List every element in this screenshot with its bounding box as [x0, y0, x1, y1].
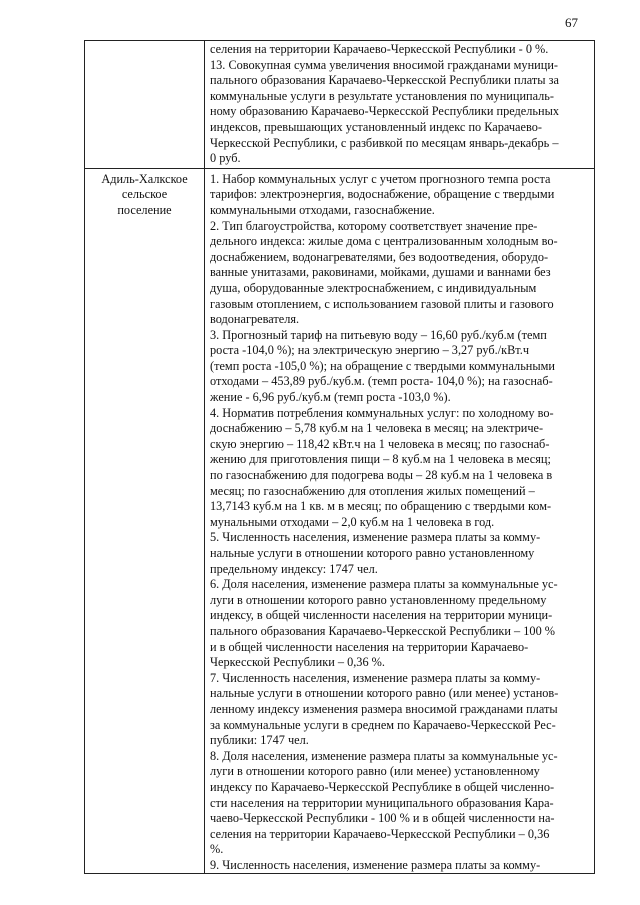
settlement-name-line: Адиль-Халкское	[101, 171, 188, 186]
page-number: 67	[565, 15, 578, 30]
text-line: 1. Набор коммунальных услуг с учетом прогнозного темпа роста	[210, 171, 551, 186]
text-line: 0 руб.	[210, 151, 241, 166]
text-line: дельного индекса: жилые дома с централизованным холодным во-	[210, 234, 558, 249]
text-line: %.	[210, 842, 224, 857]
text-line: ленному индексу изменения размера вносимой гражданами платы	[210, 701, 558, 716]
text-line: чаево-Черкесской Республики - 100 % и в общей численности на-	[210, 811, 555, 826]
text-line: пального образования Карачаево-Черкесской Республики – 100 %	[210, 623, 556, 638]
text-line: пального образования Карачаево-Черкесской Республики платы за	[210, 73, 559, 88]
text-line: 4. Норматив потребления коммунальных услуг: по холодному во-	[210, 405, 554, 420]
text-line: и в общей численности населения на территории Карачаево-	[210, 639, 529, 654]
text-line: 8. Доля населения, изменение размера платы за коммунальные ус-	[210, 748, 558, 763]
text-line: месяц; по газоснабжению для отопления жилых помещений –	[210, 483, 535, 498]
text-line: индексу, в общей численности населения на территории муници-	[210, 608, 553, 623]
text-line: газовым отоплением, с использованием газовой плиты и газового	[210, 296, 554, 311]
text-line: отходами – 453,89 руб./куб.м. (темп роста- 104,0 %); на газоснаб-	[210, 374, 553, 389]
text-line: доснабжением, водонагревателями, без водоотведения, оборудо-	[210, 249, 549, 264]
text-line: 13. Совокупная сумма увеличения вносимой гражданами муници-	[210, 57, 558, 72]
text-line: 7. Численность населения, изменение размера платы за комму-	[210, 670, 541, 685]
text-line: скую энергию – 118,42 кВт.ч на 1 человека в месяц; по газоснаб-	[210, 436, 550, 451]
text-line: 2. Тип благоустройства, которому соответствует значение пре-	[210, 218, 538, 233]
text-line: тарифов: электроэнергия, водоснабжение, обращение с твердыми	[210, 187, 555, 202]
text-line: 3. Прогнозный тариф на питьевую воду – 16,60 руб./куб.м (темп	[210, 327, 547, 342]
text-line: ванные унитазами, раковинами, мойками, душами и ваннами без	[210, 265, 551, 280]
text-line: за коммунальные услуги в среднем по Карачаево-Черкесской Рес-	[210, 717, 556, 732]
document-table	[84, 40, 595, 874]
text-line: индексу по Карачаево-Черкесской Республике в общей численно-	[210, 779, 555, 794]
text-line: 6. Доля населения, изменение размера платы за коммунальные ус-	[210, 577, 558, 592]
settlement-name-cell	[85, 168, 205, 874]
text-line: селения на территории Карачаево-Черкесской Республики - 0 %.	[210, 42, 549, 56]
text-line: жению для приготовления пищи – 8 куб.м на 1 человека в месяц;	[210, 452, 551, 467]
settlement-name-line: поселение	[117, 202, 172, 217]
text-line: 13,7143 куб.м на 1 кв. м в месяц; по обращению с твердыми ком-	[210, 499, 552, 514]
text-line: душа, оборудованные электроснабжением, с индивидуальным	[210, 280, 537, 295]
text-line: селения на территории Карачаево-Черкесской Республики – 0,36	[210, 826, 550, 841]
text-line: нальные услуги в отношении которого равно (или менее) установ-	[210, 686, 559, 701]
text-line: водонагревателя.	[210, 312, 300, 327]
text-line: луги в отношении которого равно установленному предельному	[210, 592, 547, 607]
text-line: доснабжению – 5,78 куб.м на 1 человека в месяц; на электриче-	[210, 421, 544, 436]
text-line: 9. Численность населения, изменение размера платы за комму-	[210, 857, 541, 872]
text-line: мунальными отходами – 2,0 куб.м на 1 человека в год.	[210, 514, 495, 529]
text-line: коммунальными отходами, газоснабжение.	[210, 202, 435, 217]
text-cell-main	[205, 168, 595, 874]
text-line: ному образованию Карачаево-Черкесской Республики предельных	[210, 104, 559, 119]
text-line: (темп роста -105,0 %); на обращение с твердыми коммунальными	[210, 358, 556, 373]
text-line: Черкесской Республики – 0,36 %.	[210, 655, 385, 670]
text-line: публики: 1747 чел.	[210, 733, 309, 748]
name-cell-empty	[85, 41, 205, 169]
text-line: Черкесской Республики, с разбивкой по месяцам январь-декабрь –	[210, 135, 559, 150]
text-line: по газоснабжению для подогрева воды – 28 куб.м на 1 человека в	[210, 468, 553, 483]
table-row-previous	[85, 41, 595, 169]
text-line: 5. Численность населения, изменение размера платы за комму-	[210, 530, 541, 545]
text-line: луги в отношении которого равно (или менее) установленному	[210, 764, 540, 779]
text-line: жение - 6,96 руб./куб.м (темп роста -103,0 %).	[210, 390, 451, 405]
text-line: коммунальные услуги в результате установления по муниципаль-	[210, 88, 555, 103]
settlement-name-line: сельское	[121, 187, 168, 202]
text-line: сти населения на территории муниципального образования Кара-	[210, 795, 554, 810]
text-line: нальные услуги в отношении которого равно установленному	[210, 546, 535, 560]
text-cell-previous	[205, 41, 595, 169]
text-line: роста -104,0 %); на электрическую энергию – 3,27 руб./кВт.ч	[210, 343, 529, 358]
table-row-adil-khalk	[85, 168, 595, 874]
text-line: предельному индексу: 1747 чел.	[210, 561, 378, 576]
text-line: индексов, превышающих установленный индекс по Карачаево-	[210, 119, 542, 134]
